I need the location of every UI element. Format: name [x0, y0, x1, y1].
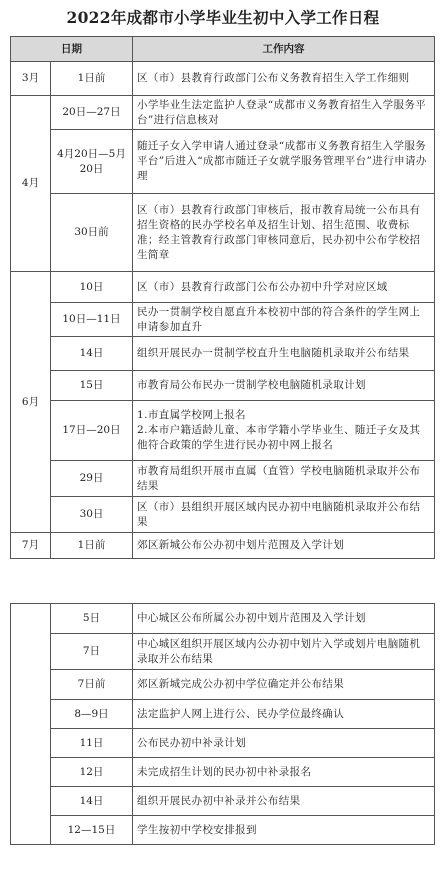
content-cell: 市教育局公布民办一贯制学校电脑随机录取计划	[133, 371, 435, 401]
content-cell: 市教育局组织开展市直属（直管）学校电脑随机录取并公布结果	[133, 461, 435, 497]
table-row	[11, 461, 435, 497]
content-cell: 法定监护人网上进行公、民办学位最终确认	[133, 700, 435, 729]
table-row	[11, 62, 435, 96]
date-cell: 7日	[51, 634, 133, 670]
table-header-row	[11, 37, 435, 62]
date-cell: 11日	[51, 729, 133, 758]
content-cell: 随迁子女入学申请人通过登录“成都市义务教育招生入学服务平台”后进入“成都市随迁子女就学服务管理平台”进行申请办理	[133, 130, 435, 194]
content-cell: 1.市直属学校网上报名 2.本市户籍适龄儿童、本市学籍小学毕业生、随迁子女及其他符合政策的学生进行民办初中网上报名	[133, 401, 435, 461]
date-cell: 1日前	[51, 62, 133, 96]
table-row	[11, 533, 435, 559]
month-cell-jun: 6月	[11, 272, 51, 533]
table-row	[11, 371, 435, 401]
table-row	[11, 787, 435, 816]
table-row	[11, 303, 435, 337]
date-cell: 14日	[51, 787, 133, 816]
table-row	[11, 670, 435, 700]
table-row	[11, 194, 435, 272]
table-row	[11, 816, 435, 845]
content-cell: 中心城区公布所属公办初中划片范围及入学计划	[133, 604, 435, 634]
table-row	[11, 604, 435, 634]
content-cell: 民办一贯制学校自愿直升本校初中部的符合条件的学生网上申请参加直升	[133, 303, 435, 337]
table-row	[11, 700, 435, 729]
table-row	[11, 729, 435, 758]
date-cell: 10日	[51, 272, 133, 303]
date-cell: 10日—11日	[51, 303, 133, 337]
date-cell: 4月20日—5月20日	[51, 130, 133, 194]
date-cell: 29日	[51, 461, 133, 497]
date-cell: 12—15日	[51, 816, 133, 845]
content-cell: 区（市）县教育行政部门公布义务教育招生入学工作细则	[133, 62, 435, 96]
table-row	[11, 758, 435, 787]
date-cell: 14日	[51, 337, 133, 371]
content-cell: 学生按初中学校安排报到	[133, 816, 435, 845]
schedule-table	[10, 36, 435, 559]
date-cell: 1日前	[51, 533, 133, 559]
table-row	[11, 130, 435, 194]
header-date: 日期	[11, 37, 133, 62]
content-cell: 郊区新城公布公办初中划片范围及入学计划	[133, 533, 435, 559]
month-cell-blank	[11, 604, 51, 845]
date-cell: 5日	[51, 604, 133, 634]
date-cell: 17日—20日	[51, 401, 133, 461]
content-cell: 组织开展民办初中补录并公布结果	[133, 787, 435, 816]
content-cell: 小学毕业生法定监护人登录“成都市义务教育招生入学服务平台”进行信息核对	[133, 96, 435, 130]
month-cell-mar: 3月	[11, 62, 51, 96]
table-row	[11, 634, 435, 670]
table-row	[11, 96, 435, 130]
content-cell: 公布民办初中补录计划	[133, 729, 435, 758]
page-title: 2022年成都市小学毕业生初中入学工作日程	[66, 8, 380, 27]
date-cell: 30日	[51, 497, 133, 533]
date-cell: 20日—27日	[51, 96, 133, 130]
table-row	[11, 401, 435, 461]
date-cell: 8—9日	[51, 700, 133, 729]
date-cell: 12日	[51, 758, 133, 787]
schedule-table-continued	[10, 603, 435, 845]
date-cell: 15日	[51, 371, 133, 401]
date-cell: 7日前	[51, 670, 133, 700]
content-cell: 区（市）县教育行政部门公布公办初中升学对应区域	[133, 272, 435, 303]
content-cell: 组织开展民办一贯制学校直升生电脑随机录取并公布结果	[133, 337, 435, 371]
table-row	[11, 337, 435, 371]
content-cell: 区（市）县组织开展区域内民办初中电脑随机录取并公布结果	[133, 497, 435, 533]
content-cell: 区（市）县教育行政部门审核后，报市教育局统一公布具有招生资格的民办学校名单及招生计划、招生范围、收费标准；经主管教育行政部门审核同意后，民办初中公布学校招生简章	[133, 194, 435, 272]
content-cell: 未完成招生计划的民办初中补录报名	[133, 758, 435, 787]
month-cell-jul: 7月	[11, 533, 51, 559]
table-row	[11, 497, 435, 533]
header-content: 工作内容	[133, 37, 435, 62]
content-cell: 中心城区组织开展区域内公办初中划片入学或划片电脑随机录取并公布结果	[133, 634, 435, 670]
month-cell-apr: 4月	[11, 96, 51, 272]
content-cell: 郊区新城完成公办初中学位确定并公布结果	[133, 670, 435, 700]
table-row	[11, 272, 435, 303]
date-cell: 30日前	[51, 194, 133, 272]
